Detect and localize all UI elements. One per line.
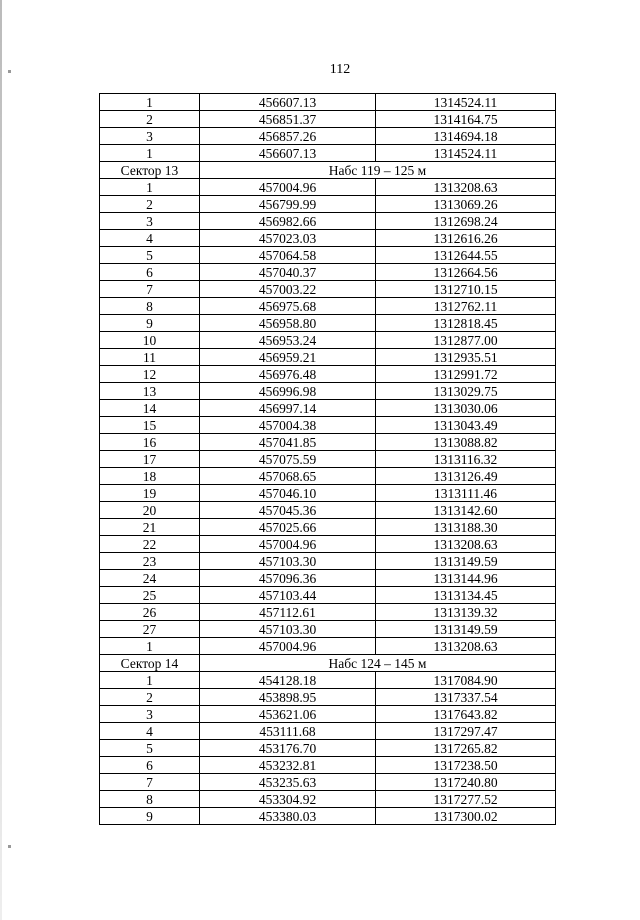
coordinates-table-body [100, 94, 556, 825]
coordinate-x: 456976.48 [200, 366, 376, 383]
coordinate-y: 1317277.52 [376, 791, 556, 808]
coordinate-x: 456851.37 [200, 111, 376, 128]
coordinate-y: 1312616.26 [376, 230, 556, 247]
point-number: 18 [100, 468, 200, 485]
coordinate-x: 456857.26 [200, 128, 376, 145]
coordinate-x: 457004.96 [200, 179, 376, 196]
coordinate-y: 1313144.96 [376, 570, 556, 587]
point-number: 3 [100, 706, 200, 723]
point-number: 2 [100, 111, 200, 128]
coordinate-y: 1312991.72 [376, 366, 556, 383]
point-number: 12 [100, 366, 200, 383]
table-row [100, 451, 556, 468]
point-number: 11 [100, 349, 200, 366]
table-row [100, 383, 556, 400]
coordinate-y: 1313149.59 [376, 621, 556, 638]
coordinate-y: 1313069.26 [376, 196, 556, 213]
point-number: 4 [100, 723, 200, 740]
height-range: Набс 124 – 145 м [200, 655, 556, 672]
coordinates-table [99, 93, 556, 825]
table-row [100, 808, 556, 825]
point-number: 8 [100, 298, 200, 315]
point-number: 1 [100, 179, 200, 196]
coordinate-x: 456607.13 [200, 94, 376, 111]
coordinate-y: 1313111.46 [376, 485, 556, 502]
coordinate-x: 453621.06 [200, 706, 376, 723]
table-row [100, 553, 556, 570]
point-number: 13 [100, 383, 200, 400]
point-number: 10 [100, 332, 200, 349]
table-row [100, 604, 556, 621]
coordinate-x: 457041.85 [200, 434, 376, 451]
table-row [100, 706, 556, 723]
table-row [100, 94, 556, 111]
height-range: Набс 119 – 125 м [200, 162, 556, 179]
coordinate-x: 457046.10 [200, 485, 376, 502]
point-number: 3 [100, 128, 200, 145]
coordinate-x: 457004.96 [200, 638, 376, 655]
point-number: 6 [100, 264, 200, 281]
point-number: 7 [100, 774, 200, 791]
table-row [100, 366, 556, 383]
scan-edge [0, 0, 2, 920]
point-number: 1 [100, 672, 200, 689]
coordinate-y: 1317300.02 [376, 808, 556, 825]
coordinate-x: 457103.30 [200, 621, 376, 638]
coordinate-x: 454128.18 [200, 672, 376, 689]
point-number: 8 [100, 791, 200, 808]
point-number: 1 [100, 94, 200, 111]
table-row [100, 400, 556, 417]
table-row [100, 468, 556, 485]
scan-artifact [8, 845, 11, 848]
coordinate-x: 453176.70 [200, 740, 376, 757]
coordinate-y: 1317265.82 [376, 740, 556, 757]
coordinate-y: 1317337.54 [376, 689, 556, 706]
table-row [100, 740, 556, 757]
coordinate-y: 1317084.90 [376, 672, 556, 689]
table-row [100, 621, 556, 638]
sector-label: Сектор 14 [100, 655, 200, 672]
coordinate-y: 1317643.82 [376, 706, 556, 723]
coordinate-y: 1312710.15 [376, 281, 556, 298]
coordinate-x: 457103.30 [200, 553, 376, 570]
coordinate-y: 1313188.30 [376, 519, 556, 536]
sector-header-row [100, 162, 556, 179]
coordinate-x: 457004.96 [200, 536, 376, 553]
table-row [100, 213, 556, 230]
coordinate-y: 1313029.75 [376, 383, 556, 400]
coordinate-x: 453111.68 [200, 723, 376, 740]
coordinate-y: 1313116.32 [376, 451, 556, 468]
coordinate-y: 1317297.47 [376, 723, 556, 740]
coordinate-x: 457045.36 [200, 502, 376, 519]
table-row [100, 774, 556, 791]
coordinate-x: 456953.24 [200, 332, 376, 349]
table-row [100, 587, 556, 604]
table-row [100, 485, 556, 502]
coordinate-y: 1313030.06 [376, 400, 556, 417]
point-number: 1 [100, 638, 200, 655]
coordinate-x: 457112.61 [200, 604, 376, 621]
coordinate-x: 456997.14 [200, 400, 376, 417]
coordinate-y: 1313142.60 [376, 502, 556, 519]
coordinate-y: 1314694.18 [376, 128, 556, 145]
coordinate-y: 1312818.45 [376, 315, 556, 332]
table-row [100, 434, 556, 451]
coordinate-y: 1313134.45 [376, 587, 556, 604]
point-number: 5 [100, 247, 200, 264]
point-number: 2 [100, 196, 200, 213]
coordinate-x: 453232.81 [200, 757, 376, 774]
coordinate-y: 1314524.11 [376, 94, 556, 111]
coordinate-y: 1314164.75 [376, 111, 556, 128]
table-row [100, 689, 556, 706]
coordinate-x: 456799.99 [200, 196, 376, 213]
table-row [100, 757, 556, 774]
coordinate-x: 456982.66 [200, 213, 376, 230]
point-number: 21 [100, 519, 200, 536]
coordinate-x: 456975.68 [200, 298, 376, 315]
coordinate-y: 1317238.50 [376, 757, 556, 774]
table-row [100, 179, 556, 196]
point-number: 26 [100, 604, 200, 621]
table-row [100, 723, 556, 740]
coordinate-x: 457003.22 [200, 281, 376, 298]
table-row [100, 349, 556, 366]
table-row [100, 638, 556, 655]
point-number: 9 [100, 808, 200, 825]
coordinate-y: 1317240.80 [376, 774, 556, 791]
point-number: 17 [100, 451, 200, 468]
coordinate-x: 457025.66 [200, 519, 376, 536]
coordinate-y: 1312935.51 [376, 349, 556, 366]
point-number: 9 [100, 315, 200, 332]
table-row [100, 128, 556, 145]
point-number: 27 [100, 621, 200, 638]
coordinate-x: 453235.63 [200, 774, 376, 791]
sector-header-row [100, 655, 556, 672]
coordinate-x: 456996.98 [200, 383, 376, 400]
table-row [100, 570, 556, 587]
point-number: 15 [100, 417, 200, 434]
point-number: 22 [100, 536, 200, 553]
table-row [100, 230, 556, 247]
coordinate-y: 1313208.63 [376, 179, 556, 196]
coordinate-y: 1312664.56 [376, 264, 556, 281]
coordinate-x: 453898.95 [200, 689, 376, 706]
point-number: 25 [100, 587, 200, 604]
table-row [100, 332, 556, 349]
coordinate-x: 457040.37 [200, 264, 376, 281]
table-row [100, 519, 556, 536]
table-row [100, 247, 556, 264]
table-row [100, 281, 556, 298]
table-row [100, 264, 556, 281]
coordinate-y: 1313043.49 [376, 417, 556, 434]
point-number: 4 [100, 230, 200, 247]
coordinate-y: 1312698.24 [376, 213, 556, 230]
table-row [100, 417, 556, 434]
table-row [100, 298, 556, 315]
coordinate-x: 457068.65 [200, 468, 376, 485]
table-row [100, 791, 556, 808]
coordinate-y: 1313208.63 [376, 536, 556, 553]
point-number: 19 [100, 485, 200, 502]
coordinate-x: 453380.03 [200, 808, 376, 825]
table-row [100, 672, 556, 689]
table-row [100, 502, 556, 519]
coordinate-y: 1313088.82 [376, 434, 556, 451]
point-number: 6 [100, 757, 200, 774]
coordinate-x: 457096.36 [200, 570, 376, 587]
point-number: 3 [100, 213, 200, 230]
point-number: 20 [100, 502, 200, 519]
coordinate-x: 457103.44 [200, 587, 376, 604]
point-number: 7 [100, 281, 200, 298]
coordinate-y: 1312877.00 [376, 332, 556, 349]
point-number: 1 [100, 145, 200, 162]
point-number: 2 [100, 689, 200, 706]
coordinate-y: 1313208.63 [376, 638, 556, 655]
coordinate-x: 453304.92 [200, 791, 376, 808]
coordinate-x: 456958.80 [200, 315, 376, 332]
table-row [100, 196, 556, 213]
coordinate-x: 457075.59 [200, 451, 376, 468]
table-row [100, 111, 556, 128]
table-row [100, 145, 556, 162]
point-number: 5 [100, 740, 200, 757]
coordinate-x: 456959.21 [200, 349, 376, 366]
point-number: 16 [100, 434, 200, 451]
coordinate-x: 457064.58 [200, 247, 376, 264]
sector-label: Сектор 13 [100, 162, 200, 179]
coordinate-x: 457004.38 [200, 417, 376, 434]
coordinate-y: 1313126.49 [376, 468, 556, 485]
table-row [100, 536, 556, 553]
coordinate-y: 1313139.32 [376, 604, 556, 621]
page-number: 112 [329, 62, 351, 77]
coordinate-y: 1313149.59 [376, 553, 556, 570]
table-row [100, 315, 556, 332]
coordinate-x: 457023.03 [200, 230, 376, 247]
point-number: 14 [100, 400, 200, 417]
coordinate-x: 456607.13 [200, 145, 376, 162]
coordinate-y: 1312644.55 [376, 247, 556, 264]
coordinate-y: 1314524.11 [376, 145, 556, 162]
point-number: 24 [100, 570, 200, 587]
coordinate-y: 1312762.11 [376, 298, 556, 315]
point-number: 23 [100, 553, 200, 570]
